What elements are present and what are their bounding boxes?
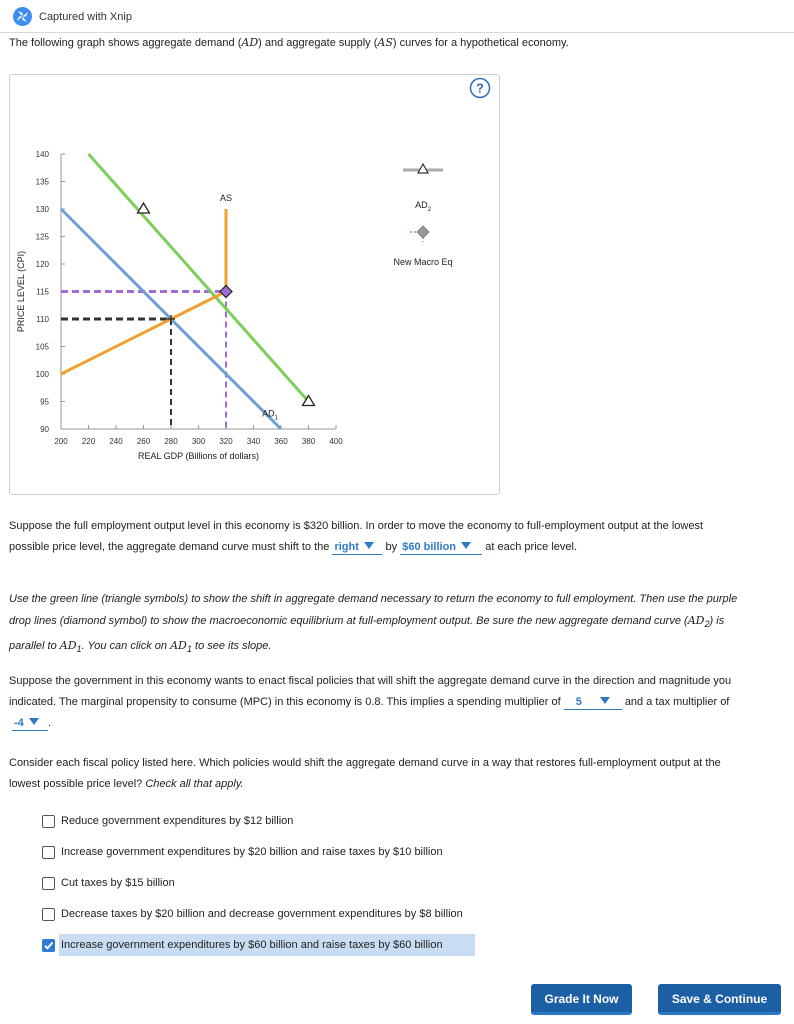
y-tick-label: 100 — [35, 370, 49, 379]
checkbox[interactable] — [42, 908, 55, 921]
new-macro-eq-diamond — [220, 286, 232, 298]
checkbox[interactable] — [42, 815, 55, 828]
spending-multiplier-dropdown[interactable]: 5 — [564, 696, 622, 710]
capture-bar — [0, 0, 794, 33]
question-mark-icon[interactable] — [469, 77, 491, 99]
grade-it-now-button[interactable]: Grade It Now — [531, 984, 632, 1015]
question-fiscal-policies: Consider each fiscal policy listed here. Which policies would shift the aggregate demand curve in a way that restores full-employment output at the lowest possible price level? Check all that apply. — [9, 757, 721, 790]
tax-multiplier-dropdown[interactable]: -4 — [12, 717, 48, 731]
x-tick-label: 280 — [164, 437, 178, 446]
chevron-down-icon — [600, 697, 610, 704]
legend-new-macro-eq-label: New Macro Eq — [393, 257, 453, 267]
svg-text:?: ? — [476, 80, 484, 96]
capture-title: Captured with Xnip — [39, 11, 132, 23]
x-tick-label: 340 — [246, 437, 261, 446]
as-label: AS — [219, 192, 233, 203]
legend-ad2-label: $AD_2$ — [415, 200, 431, 213]
intro-text: The following graph shows aggregate demand (AD) and aggregate supply (AS) curves for a hypothetical economy. — [9, 36, 569, 49]
y-tick-label: 130 — [35, 205, 49, 214]
ad2-triangle-handle — [138, 203, 150, 213]
y-tick-label: 120 — [35, 260, 49, 269]
x-tick-label: 380 — [301, 437, 316, 446]
shift-direction-dropdown[interactable]: right — [332, 541, 382, 555]
x-tick-label: 400 — [329, 437, 343, 446]
checkbox[interactable] — [42, 846, 55, 859]
y-tick-label: 140 — [35, 150, 49, 159]
checkbox-checked[interactable] — [42, 939, 55, 952]
save-continue-button[interactable]: Save & Continue — [658, 984, 781, 1015]
chevron-down-icon — [29, 718, 39, 725]
y-tick-label: 95 — [40, 397, 49, 407]
chevron-down-icon — [364, 542, 374, 549]
question-shift-direction: Suppose the full employment output level in this economy is $320 billion. In order to move the economy to full-employment output at the lowest possible price level, the aggregate demand curve must shift to the right by $60 billion at each price level. — [9, 520, 703, 553]
x-tick-label: 220 — [81, 437, 96, 446]
legend-diamond-icon — [417, 226, 429, 238]
checkmark-icon — [42, 939, 55, 952]
y-axis-label: PRICE LEVEL (CPI) — [16, 250, 26, 333]
checkbox[interactable] — [42, 877, 55, 890]
question-multipliers: Suppose the government in this economy wants to enact fiscal policies that will shift the aggregate demand curve in the direction and magnitude you indicated. The marginal propensity to consume (MPC) in this economy is 0.8. This implies a spending multiplier of 5 and a tax multiplier of -4 . — [9, 675, 732, 729]
y-tick-label: 135 — [35, 177, 49, 187]
shift-amount-dropdown[interactable]: $60 billion — [400, 541, 482, 555]
ad-as-chart[interactable] — [9, 74, 500, 495]
chevron-down-icon — [461, 542, 471, 549]
x-tick-label: 240 — [109, 437, 123, 446]
y-tick-label: 105 — [35, 342, 49, 352]
x-tick-label: 260 — [136, 437, 151, 446]
ad1-label: $AD_1$ — [262, 408, 278, 422]
y-tick-label: 125 — [35, 232, 49, 242]
y-tick-label: 115 — [36, 287, 49, 297]
y-tick-label: 110 — [36, 315, 49, 324]
graph-instructions: Use the green line (triangle symbols) to show the shift in aggregate demand necessary to return the economy to full employment. Then use the purple drop lines (diamond symbol) to show the macroeconomic equilibrium at full-employment output. Be sure the new aggregate demand curve $(AD_2)$ is parallel to $AD_1$. You can click on $AD_1$ to see its slope. — [9, 593, 738, 655]
x-axis-label: REAL GDP (Billions of dollars) — [137, 451, 260, 461]
xnip-logo-icon — [13, 7, 32, 26]
x-tick-label: 360 — [274, 437, 288, 446]
x-tick-label: 320 — [219, 437, 233, 446]
y-tick-label: 90 — [40, 425, 49, 434]
x-tick-label: 300 — [191, 437, 206, 446]
x-tick-label: 200 — [54, 437, 68, 446]
ad2-curve — [89, 154, 309, 402]
